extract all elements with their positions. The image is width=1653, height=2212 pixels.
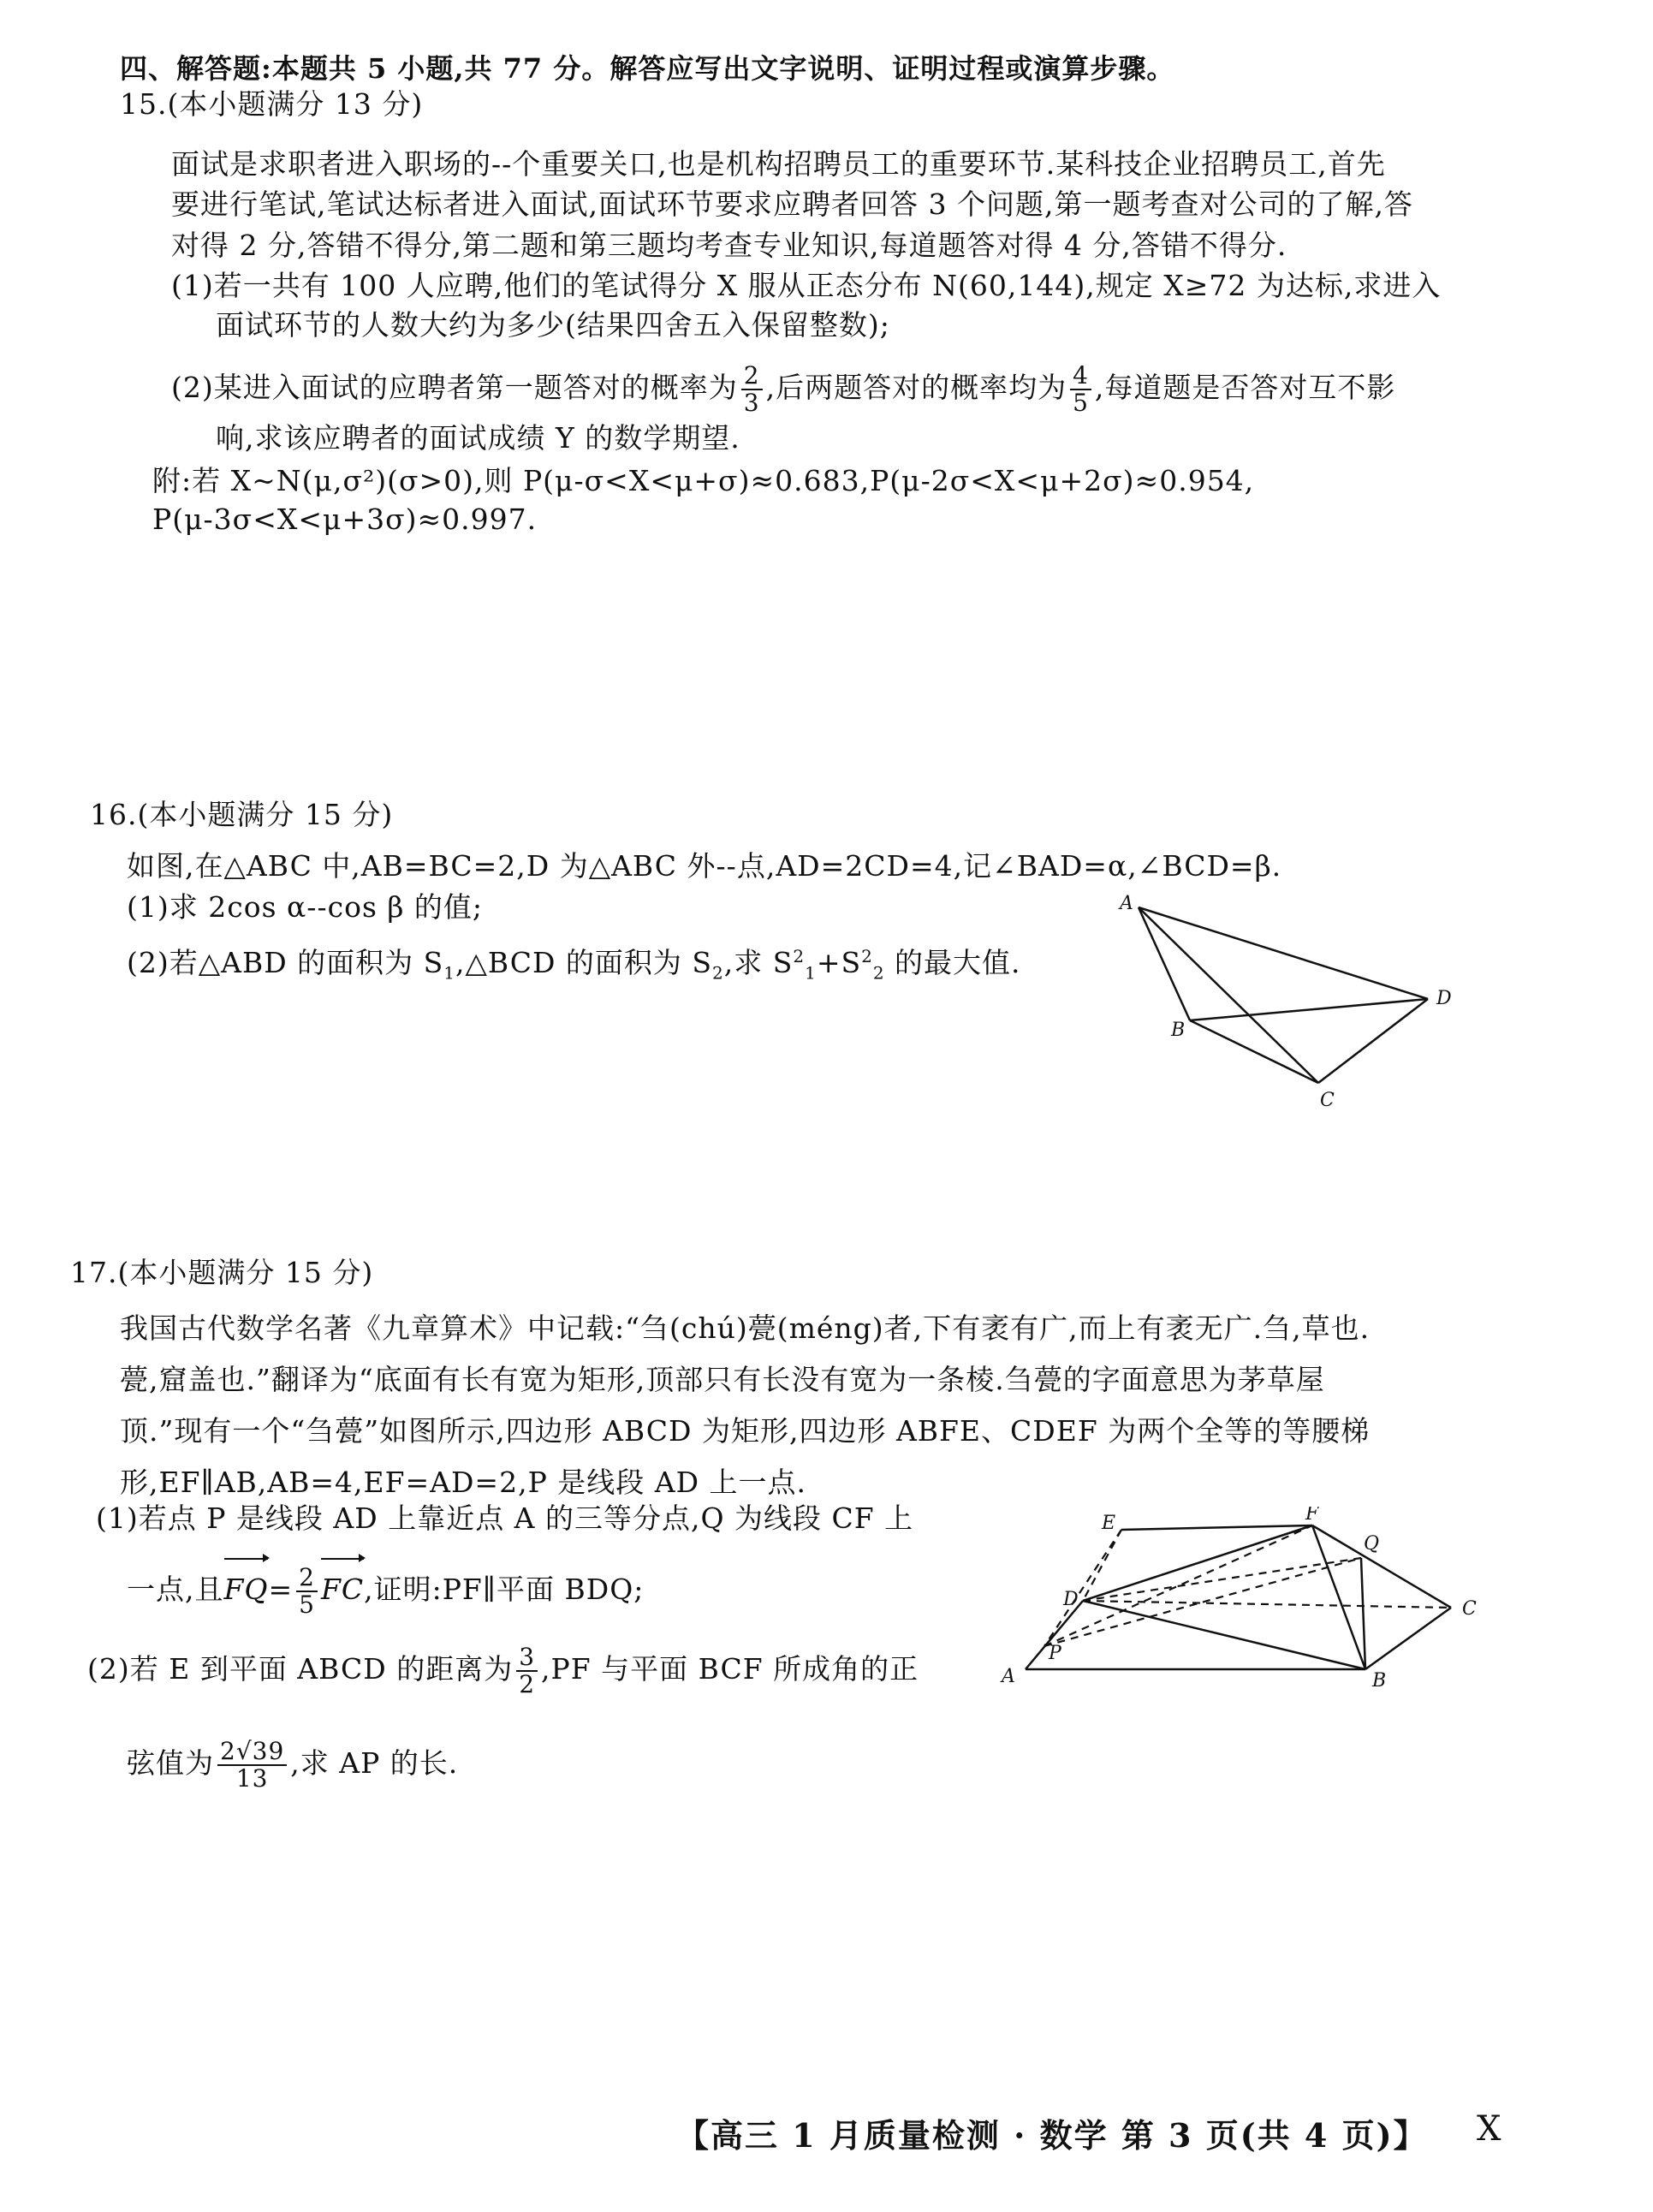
q17-frac-den: 5 bbox=[299, 1591, 315, 1619]
q16-label-b: B bbox=[1171, 1020, 1186, 1041]
q16-sub-1: 1 bbox=[443, 962, 455, 984]
q17-frac-num: 2 bbox=[296, 1565, 318, 1592]
q17-edge-db bbox=[1083, 1601, 1365, 1669]
q17-label-b: B bbox=[1372, 1670, 1387, 1692]
q15-part1-line-2: 面试环节的人数大约为多少(结果四舍五入保留整数); bbox=[216, 308, 890, 342]
q17-intro-line-4: 形,EF∥AB,AB=4,EF=AD=2,P 是线段 AD 上一点. bbox=[120, 1466, 807, 1499]
q17-edge-bc bbox=[1365, 1608, 1451, 1669]
corner-mark: X bbox=[1477, 2109, 1501, 2149]
q17-part1-text-b: ,证明:PF∥平面 BDQ; bbox=[364, 1573, 645, 1606]
q16-edge-ac bbox=[1139, 907, 1318, 1083]
q15-fraction-four-fifths bbox=[1070, 363, 1091, 416]
q15-frac2-den: 5 bbox=[1073, 389, 1089, 417]
q17-vector-fc: FC bbox=[321, 1560, 364, 1620]
q17-equals: = bbox=[268, 1573, 294, 1606]
q17-edge-df bbox=[1083, 1525, 1312, 1601]
q17-frac4-num: 2√39 bbox=[217, 1739, 287, 1766]
q16-part2-text-d: +S bbox=[816, 946, 862, 979]
q15-part2-text-c: ,每道题是否答对互不影 bbox=[1094, 371, 1396, 404]
q17-label-q: Q bbox=[1364, 1533, 1380, 1555]
q15-part1-line-1: (1)若一共有 100 人应聘,他们的笔试得分 X 服从正态分布 N(60,144),规定 X≥72 为达标,求进入 bbox=[171, 269, 1442, 302]
q16-sub-2: 2 bbox=[712, 962, 724, 984]
q15-intro-line-3: 对得 2 分,答错不得分,第二题和第三题均考查专业知识,每道题答对得 4 分,答错不得分. bbox=[171, 229, 1287, 262]
q17-heading: 17.(本小题满分 15 分) bbox=[70, 1256, 374, 1289]
q17-part1-text-a: 一点,且 bbox=[127, 1573, 224, 1606]
q16-label-d: D bbox=[1436, 988, 1452, 1009]
q17-fraction-sine bbox=[217, 1739, 287, 1792]
q16-part2-text-b: ,△BCD 的面积为 S bbox=[455, 946, 713, 979]
q16-part1: (1)求 2cos α--cos β 的值; bbox=[127, 890, 484, 924]
q17-intro-line-3: 顶.”现有一个“刍甍”如图所示,四边形 ABCD 为矩形,四边形 ABFE、CDEF 为两个全等的等腰梯 bbox=[120, 1414, 1371, 1448]
q16-label-c: C bbox=[1320, 1090, 1335, 1111]
q17-edge-bq bbox=[1361, 1558, 1365, 1669]
q17-part2-text-a: (2)若 E 到平面 ABCD 的距离为 bbox=[87, 1652, 514, 1686]
q17-label-d: D bbox=[1063, 1589, 1079, 1610]
q16-label-a: A bbox=[1120, 893, 1133, 914]
q17-intro-line-1: 我国古代数学名著《九章算术》中记载:“刍(chú)甍(méng)者,下有袤有广,而上有袤无广.刍,草也. bbox=[120, 1311, 1371, 1345]
q17-dashed-dq bbox=[1083, 1558, 1361, 1601]
q16-sup-2: 2 bbox=[861, 946, 873, 966]
q17-label-f: F bbox=[1305, 1507, 1319, 1525]
q16-part2 bbox=[127, 937, 1021, 992]
section-header: 四、解答题:本题共 5 小题,共 77 分。解答应写出文字说明、证明过程或演算步骤。 bbox=[120, 52, 1175, 85]
q17-part2-text-c: 弦值为 bbox=[127, 1746, 214, 1780]
q17-frac3-den: 2 bbox=[519, 1670, 536, 1698]
q17-edge-ef bbox=[1121, 1525, 1312, 1530]
q15-frac1-den: 3 bbox=[743, 389, 760, 417]
q16-part2-text-c: ,求 S bbox=[723, 946, 794, 979]
q17-vector-fq: FQ bbox=[224, 1560, 269, 1620]
q17-part2-text-b: ,PF 与平面 BCF 所成角的正 bbox=[541, 1652, 919, 1686]
q17-intro-line-2: 甍,窟盖也.”翻译为“底面有长有宽为矩形,顶部只有长没有宽为一条棱.刍甍的字面意思为茅草屋 bbox=[120, 1363, 1325, 1396]
q15-intro-line-1: 面试是求职者进入职场的--个重要关口,也是机构招聘员工的重要环节.某科技企业招聘员工,首先 bbox=[171, 147, 1386, 181]
q17-part1-line-2 bbox=[127, 1560, 644, 1620]
q17-edge-fb bbox=[1312, 1525, 1365, 1669]
q16-sub-4: 2 bbox=[872, 962, 885, 984]
q16-edge-cd bbox=[1318, 999, 1428, 1083]
q15-part2-line-1 bbox=[171, 358, 1395, 418]
q17-part2-text-d: ,求 AP 的长. bbox=[290, 1746, 459, 1780]
q16-part2-text-a: (2)若△ABD 的面积为 S bbox=[127, 946, 444, 979]
q15-part2-text-b: ,后两题答对的概率均为 bbox=[765, 371, 1067, 404]
q17-label-p: P bbox=[1049, 1643, 1061, 1664]
q16-sup-1: 2 bbox=[793, 946, 806, 966]
q15-frac2-num: 4 bbox=[1070, 363, 1091, 390]
q16-part2-text-e: 的最大值. bbox=[884, 946, 1021, 979]
q16-sub-3: 1 bbox=[805, 962, 817, 984]
q17-label-c: C bbox=[1462, 1598, 1477, 1620]
page-footer: 【高三 1 月质量检测 · 数学 第 3 页(共 4 页)】 bbox=[676, 2116, 1428, 2155]
q17-fraction-two-fifths bbox=[296, 1565, 318, 1618]
q16-edge-bd bbox=[1190, 999, 1428, 1020]
q15-fraction-two-thirds bbox=[741, 363, 763, 416]
q17-edge-fc bbox=[1312, 1525, 1451, 1608]
q17-frac4-den: 13 bbox=[235, 1764, 269, 1793]
q15-intro-line-2: 要进行笔试,笔试达标者进入面试,面试环节要求应聘者回答 3 个问题,第一题考查对公司的了解,答 bbox=[171, 187, 1413, 221]
q17-label-e: E bbox=[1102, 1513, 1116, 1534]
q17-frac3-num: 3 bbox=[516, 1644, 538, 1672]
q17-chumeng-figure bbox=[989, 1507, 1494, 1712]
q16-triangle-figure bbox=[1104, 890, 1464, 1113]
q15-note-line-2: P(μ-3σ<X<μ+3σ)≈0.997. bbox=[152, 502, 538, 536]
q15-part2-line-2: 响,求该应聘者的面试成绩 Y 的数学期望. bbox=[216, 421, 740, 455]
q17-label-a: A bbox=[1002, 1666, 1015, 1687]
q16-edge-ad bbox=[1139, 907, 1428, 999]
q17-fraction-three-halves bbox=[516, 1644, 538, 1698]
q16-intro: 如图,在△ABC 中,AB=BC=2,D 为△ABC 外--点,AD=2CD=4,记∠BAD=α,∠BCD=β. bbox=[127, 849, 1282, 883]
q16-edge-bc bbox=[1190, 1020, 1318, 1083]
q15-part2-text-a: (2)某进入面试的应聘者第一题答对的概率为 bbox=[171, 371, 738, 404]
q15-note-line-1: 附:若 X~N(μ,σ²)(σ>0),则 P(μ-σ<X<μ+σ)≈0.683,P(μ-2σ<X<μ+2σ)≈0.954, bbox=[152, 464, 1255, 497]
q17-part1-line-1: (1)若点 P 是线段 AD 上靠近点 A 的三等分点,Q 为线段 CF 上 bbox=[96, 1501, 914, 1535]
q17-part2-line-2 bbox=[127, 1733, 458, 1793]
q15-heading: 15.(本小题满分 13 分) bbox=[120, 87, 424, 121]
q16-edge-ab bbox=[1139, 907, 1190, 1020]
q17-part2-line-1 bbox=[87, 1639, 919, 1699]
q15-frac1-num: 2 bbox=[741, 363, 763, 390]
q16-heading: 16.(本小题满分 15 分) bbox=[90, 798, 394, 831]
